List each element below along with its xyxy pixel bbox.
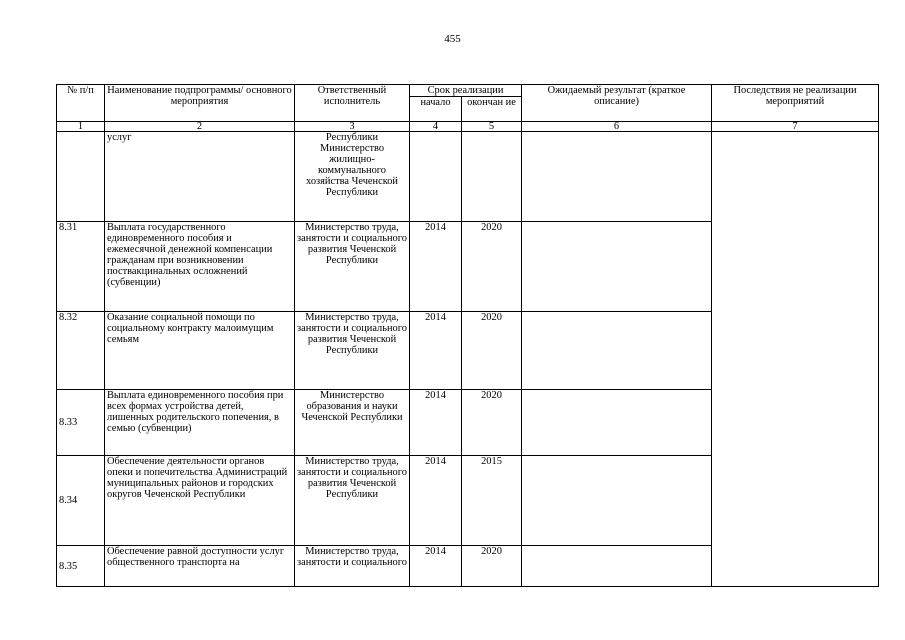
row-name: Обеспечение деятельности органов опеки и попечительства Администраций муниципальных районов и городских округов Чеченской Республики — [105, 456, 295, 546]
column-number: 7 — [712, 122, 879, 132]
row-name: Выплата государственного единовременного пособия и ежемесячной денежной компенсации гражданам при возникновении поствакцинальных осложнений (субвенции) — [105, 222, 295, 312]
column-number: 4 — [410, 122, 462, 132]
row-end: 2020 — [462, 312, 522, 390]
column-number-row — [57, 122, 879, 132]
column-number: 1 — [57, 122, 105, 132]
column-number: 6 — [522, 122, 712, 132]
row-number: 8.34 — [57, 456, 105, 546]
header-row — [57, 85, 879, 97]
row-start: 2014 — [410, 222, 462, 312]
row-executor: Министерство образования и науки Чеченской Республики — [295, 390, 410, 456]
row-executor: Республики Министерство жилищно-коммунального хозяйства Чеченской Республики — [295, 132, 410, 222]
row-end: 2015 — [462, 456, 522, 546]
header-period: Срок реализации — [410, 85, 522, 97]
row-executor: Министерство труда, занятости и социального развития Чеченской Республики — [295, 312, 410, 390]
header-name: Наименование подпрограммы/ основного мероприятия — [105, 85, 295, 122]
row-number: 8.35 — [57, 546, 105, 587]
row-result — [522, 222, 712, 312]
column-number: 2 — [105, 122, 295, 132]
header-end: окончан ие — [462, 97, 522, 122]
row-end: 2020 — [462, 390, 522, 456]
row-result — [522, 456, 712, 546]
row-result — [522, 390, 712, 456]
header-consequences: Последствия не реализации мероприятий — [712, 85, 879, 122]
row-start: 2014 — [410, 546, 462, 587]
row-start: 2014 — [410, 456, 462, 546]
row-result — [522, 546, 712, 587]
row-name: Выплата единовременного пособия при всех формах устройства детей, лишенных родительского попечения, в семью (субвенции) — [105, 390, 295, 456]
row-name: Оказание социальной помощи по социальному контракту малоимущим семьям — [105, 312, 295, 390]
column-number: 3 — [295, 122, 410, 132]
header-result: Ожидаемый результат (краткое описание) — [522, 85, 712, 122]
row-end: 2020 — [462, 222, 522, 312]
page-number: 455 — [444, 33, 461, 45]
row-executor: Министерство труда, занятости и социального развития Чеченской Республики — [295, 456, 410, 546]
row-executor: Министерство труда, занятости и социального развития Чеченской Республики — [295, 222, 410, 312]
row-number — [57, 132, 105, 222]
table-row — [57, 132, 879, 222]
column-number: 5 — [462, 122, 522, 132]
row-result — [522, 132, 712, 222]
row-consequences — [712, 132, 879, 587]
row-start: 2014 — [410, 312, 462, 390]
header-num: № п/п — [57, 85, 105, 122]
row-end — [462, 132, 522, 222]
row-number: 8.33 — [57, 390, 105, 456]
row-number: 8.31 — [57, 222, 105, 312]
row-start — [410, 132, 462, 222]
row-result — [522, 312, 712, 390]
row-executor: Министерство труда, занятости и социального — [295, 546, 410, 587]
header-executor: Ответственный исполнитель — [295, 85, 410, 122]
row-name: услуг — [105, 132, 295, 222]
row-number: 8.32 — [57, 312, 105, 390]
program-table — [56, 84, 879, 587]
row-end: 2020 — [462, 546, 522, 587]
row-name: Обеспечение равной доступности услуг общественного транспорта на — [105, 546, 295, 587]
header-start: начало — [410, 97, 462, 122]
row-start: 2014 — [410, 390, 462, 456]
